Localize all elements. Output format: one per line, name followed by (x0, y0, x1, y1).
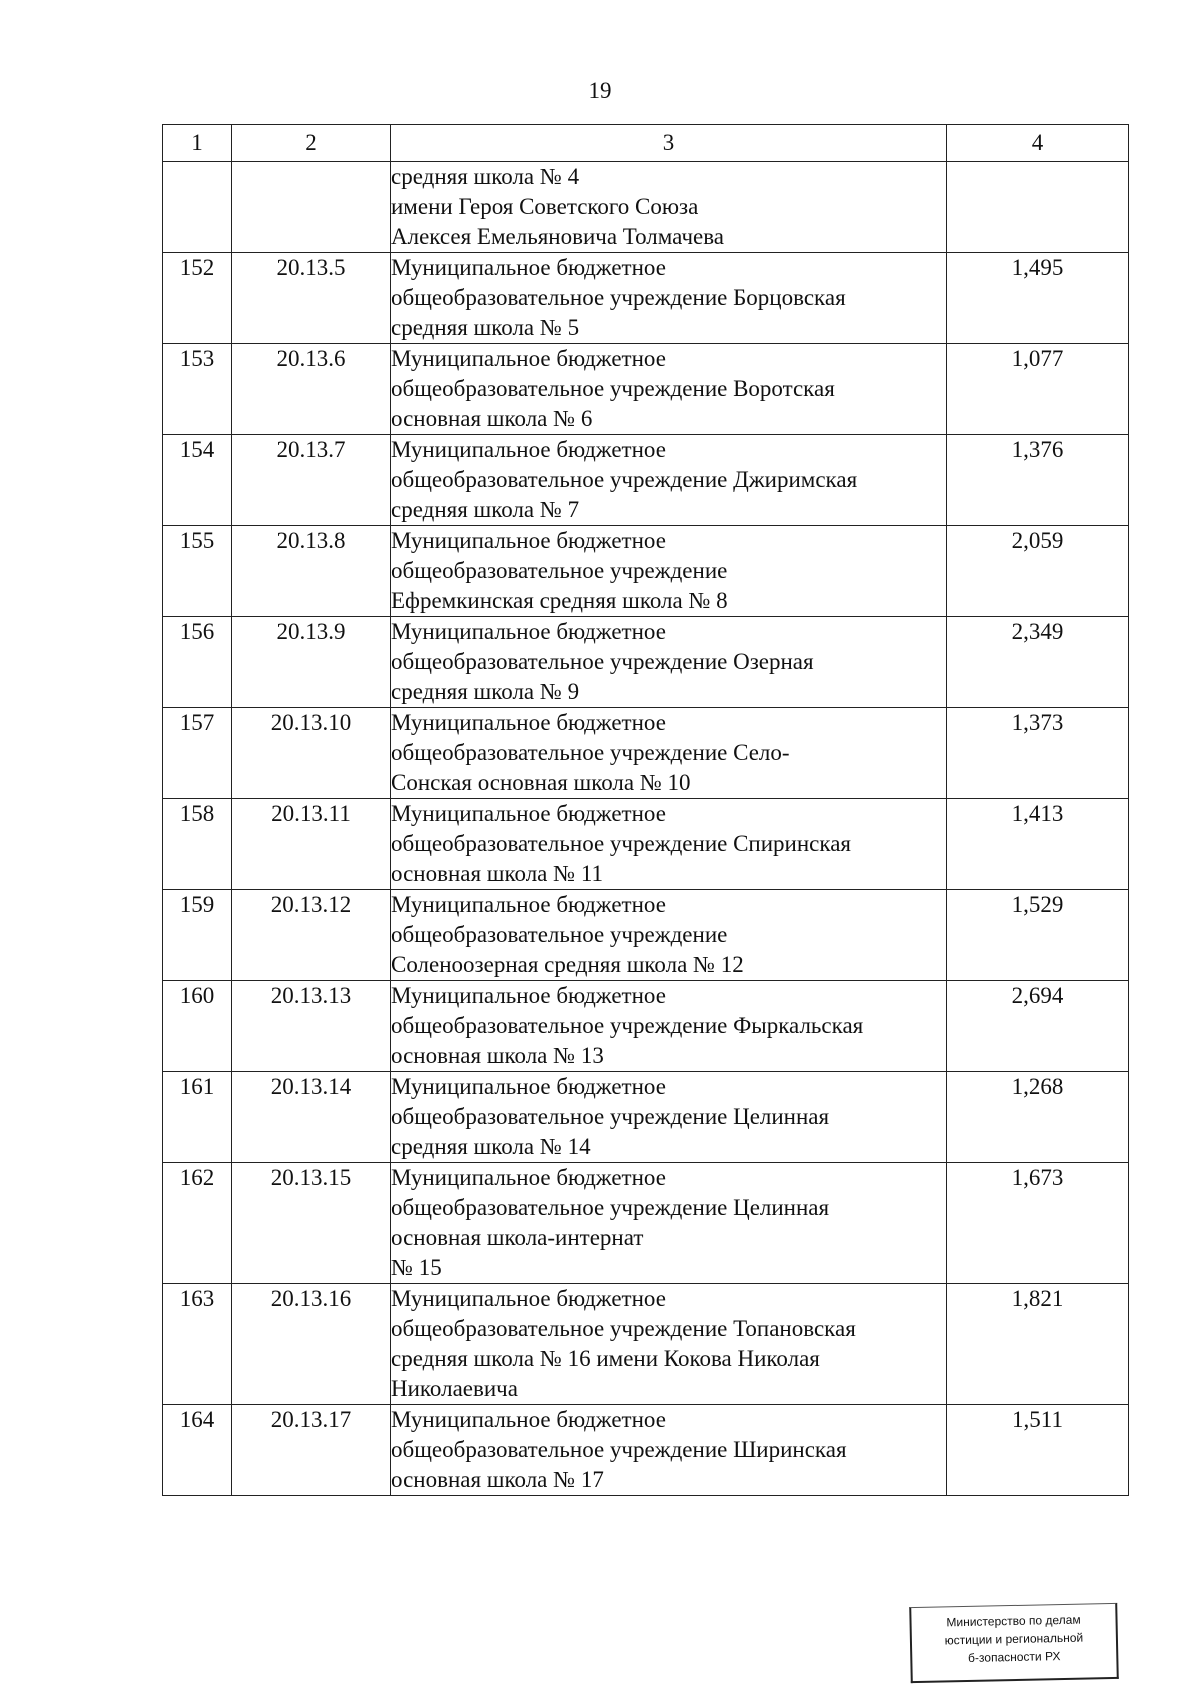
name-line: общеобразовательное учреждение (391, 922, 728, 947)
page-number: 19 (588, 78, 612, 103)
header-col-2: 2 (232, 125, 391, 162)
stamp-line: б-зопасности РХ (967, 1649, 1061, 1665)
row-value: 1,376 (947, 435, 1129, 526)
row-name (391, 617, 947, 708)
name-line: Соленоозерная средняя школа № 12 (391, 952, 744, 977)
schools-table (162, 124, 1129, 1496)
row-code: 20.13.11 (232, 799, 391, 890)
name-line: общеобразовательное учреждение Село- (391, 740, 790, 765)
row-code: 20.13.6 (232, 344, 391, 435)
table-row (163, 1405, 1129, 1496)
continuation-value (947, 162, 1129, 253)
row-number: 160 (163, 981, 232, 1072)
row-number: 164 (163, 1405, 232, 1496)
table-row (163, 708, 1129, 799)
row-number: 155 (163, 526, 232, 617)
name-line: основная школа № 11 (391, 861, 603, 886)
name-line: общеобразовательное учреждение Воротская (391, 376, 835, 401)
row-value: 1,529 (947, 890, 1129, 981)
name-line: общеобразовательное учреждение Спиринская (391, 831, 851, 856)
name-line: общеобразовательное учреждение Целинная (391, 1104, 830, 1129)
table-row (163, 981, 1129, 1072)
name-line: Муниципальное бюджетное (391, 619, 666, 644)
name-line: Муниципальное бюджетное (391, 801, 666, 826)
table-row (163, 799, 1129, 890)
name-line: Ефремкинская средняя школа № 8 (391, 588, 728, 613)
name-line: Муниципальное бюджетное (391, 1407, 666, 1432)
table-row (163, 1072, 1129, 1163)
name-line: общеобразовательное учреждение Фыркальская (391, 1013, 864, 1038)
name-line: общеобразовательное учреждение Целинная (391, 1195, 830, 1220)
name-line: Муниципальное бюджетное (391, 1165, 666, 1190)
row-code: 20.13.12 (232, 890, 391, 981)
row-number: 158 (163, 799, 232, 890)
name-line: Муниципальное бюджетное (391, 892, 666, 917)
name-line: Муниципальное бюджетное (391, 528, 666, 553)
name-line: общеобразовательное учреждение Борцовская (391, 285, 846, 310)
row-code: 20.13.5 (232, 253, 391, 344)
row-code: 20.13.8 (232, 526, 391, 617)
stamp-line: юстиции и региональной (944, 1630, 1084, 1648)
name-line: средняя школа № 14 (391, 1134, 591, 1159)
header-col-3: 3 (391, 125, 947, 162)
row-value: 1,268 (947, 1072, 1129, 1163)
name-line: основная школа-интернат (391, 1225, 644, 1250)
row-code: 20.13.15 (232, 1163, 391, 1284)
row-number: 161 (163, 1072, 232, 1163)
row-name (391, 344, 947, 435)
row-code: 20.13.13 (232, 981, 391, 1072)
name-line: общеобразовательное учреждение Озерная (391, 649, 814, 674)
row-name (391, 1163, 947, 1284)
continuation-num (163, 162, 232, 253)
name-line: общеобразовательное учреждение Джиримская (391, 467, 858, 492)
table-row (163, 526, 1129, 617)
row-value: 2,349 (947, 617, 1129, 708)
row-value: 1,373 (947, 708, 1129, 799)
row-name (391, 890, 947, 981)
row-value: 1,821 (947, 1284, 1129, 1405)
row-name (391, 981, 947, 1072)
name-line: средняя школа № 16 имени Кокова Николая (391, 1346, 820, 1371)
name-line: Муниципальное бюджетное (391, 255, 666, 280)
continuation-row (163, 162, 1129, 253)
row-value: 1,673 (947, 1163, 1129, 1284)
row-name (391, 435, 947, 526)
row-number: 157 (163, 708, 232, 799)
row-name (391, 1405, 947, 1496)
name-line: средняя школа № 5 (391, 315, 580, 340)
name-line: средняя школа № 7 (391, 497, 580, 522)
row-value: 2,059 (947, 526, 1129, 617)
name-line: Муниципальное бюджетное (391, 710, 666, 735)
row-code: 20.13.16 (232, 1284, 391, 1405)
table-row (163, 344, 1129, 435)
name-line: общеобразовательное учреждение (391, 558, 728, 583)
row-name (391, 1284, 947, 1405)
table-row (163, 617, 1129, 708)
row-name (391, 799, 947, 890)
name-line: Муниципальное бюджетное (391, 1286, 666, 1311)
row-value: 1,495 (947, 253, 1129, 344)
name-line: общеобразовательное учреждение Топановская (391, 1316, 856, 1341)
row-value: 2,694 (947, 981, 1129, 1072)
name-line: основная школа № 17 (391, 1467, 604, 1492)
header-row (163, 125, 1129, 162)
name-line: Муниципальное бюджетное (391, 437, 666, 462)
row-value: 1,511 (947, 1405, 1129, 1496)
name-line: Николаевича (391, 1376, 518, 1401)
name-line: Муниципальное бюджетное (391, 346, 666, 371)
row-number: 159 (163, 890, 232, 981)
header-col-1: 1 (163, 125, 232, 162)
table-row (163, 1163, 1129, 1284)
row-code: 20.13.14 (232, 1072, 391, 1163)
table-row (163, 435, 1129, 526)
row-number: 152 (163, 253, 232, 344)
name-line: Муниципальное бюджетное (391, 1074, 666, 1099)
name-line: основная школа № 6 (391, 406, 593, 431)
ministry-stamp (909, 1603, 1119, 1683)
name-line: общеобразовательное учреждение Ширинская (391, 1437, 847, 1462)
name-line: Алексея Емельяновича Толмачева (391, 224, 725, 249)
name-line: имени Героя Советского Союза (391, 194, 699, 219)
row-value: 1,413 (947, 799, 1129, 890)
name-line: Муниципальное бюджетное (391, 983, 666, 1008)
row-number: 163 (163, 1284, 232, 1405)
stamp-line: Министерство по делам (946, 1612, 1081, 1630)
table-row (163, 253, 1129, 344)
header-col-4: 4 (947, 125, 1129, 162)
row-name (391, 526, 947, 617)
row-number: 162 (163, 1163, 232, 1284)
row-code: 20.13.7 (232, 435, 391, 526)
row-number: 153 (163, 344, 232, 435)
row-value: 1,077 (947, 344, 1129, 435)
name-line: средняя школа № 9 (391, 679, 580, 704)
row-name (391, 1072, 947, 1163)
row-code: 20.13.10 (232, 708, 391, 799)
row-number: 154 (163, 435, 232, 526)
table-row (163, 1284, 1129, 1405)
continuation-name (391, 162, 947, 253)
row-code: 20.13.17 (232, 1405, 391, 1496)
row-name (391, 253, 947, 344)
continuation-code (232, 162, 391, 253)
name-line: основная школа № 13 (391, 1043, 604, 1068)
table-row (163, 890, 1129, 981)
name-line: средняя школа № 4 (391, 164, 580, 189)
name-line: № 15 (391, 1255, 442, 1280)
name-line: Сонская основная школа № 10 (391, 770, 691, 795)
row-name (391, 708, 947, 799)
row-number: 156 (163, 617, 232, 708)
row-code: 20.13.9 (232, 617, 391, 708)
